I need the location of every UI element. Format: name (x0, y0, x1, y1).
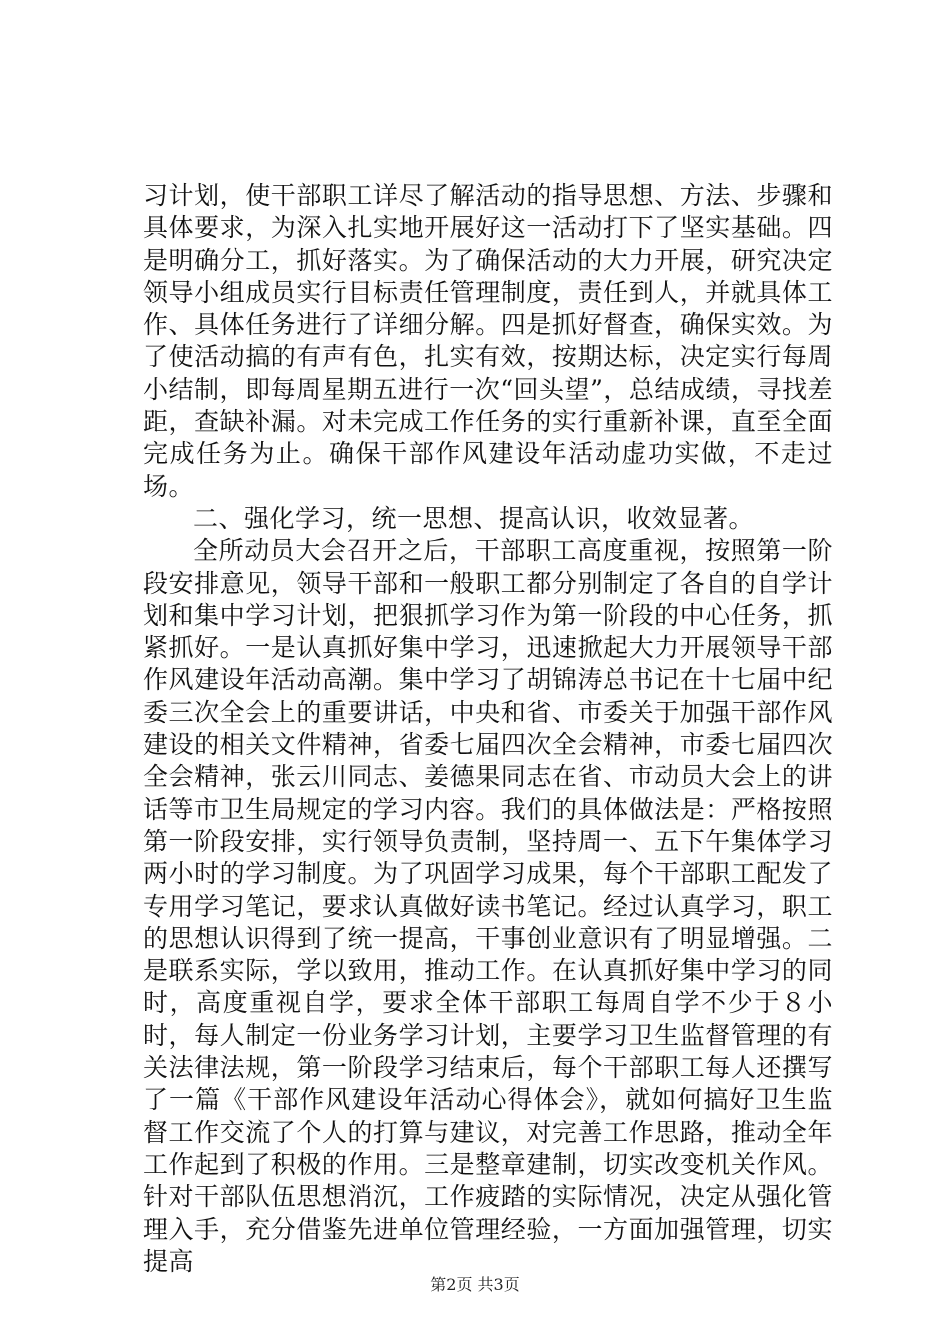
document-body (143, 180, 833, 1278)
paragraph-body: 全所动员大会召开之后，干部职工高度重视，按照第一阶段安排意见，领导干部和一般职工都分别制定了各自的自学计划和集中学习计划，把狠抓学习作为第一阶段的中心任务，抓紧抓好。一是认真抓好集中学习，迅速掀起大力开展领导干部作风建设年活动高潮。集中学习了胡锦涛总书记在十七届中纪委三次全会上的重要讲话，中央和省、市委关于加强干部作风建设的相关文件精神，省委七届四次全会精神，市委七届四次全会精神，张云川同志、姜德果同志在省、市动员大会上的讲话等市卫生局规定的学习内容。我们的具体做法是：严格按照第一阶段安排，实行领导负责制，坚持周一、五下午集体学习两小时的学习制度。为了巩固学习成果，每个干部职工配发了专用学习笔记，要求认真做好读书笔记。经过认真学习，职工的思想认识得到了统一提高，干事创业意识有了明显增强。二是联系实际，学以致用，推动工作。在认真抓好集中学习的同时，高度重视自学，要求全体干部职工每周自学不少于８小时，每人制定一份业务学习计划，主要学习卫生监督管理的有关法律法规，第一阶段学习结束后，每个干部职工每人还撰写了一篇《干部作风建设年活动心得体会》，就如何搞好卫生监督工作交流了个人的打算与建议，对完善工作思路，推动全年工作起到了积极的作用。三是整章建制，切实改变机关作风。针对干部队伍思想消沉，工作疲踏的实际情况，决定从强化管理入手，充分借鉴先进单位管理经验，一方面加强管理，切实提高 (143, 536, 833, 1276)
page-footer: 第2页 共3页 (430, 1275, 520, 1294)
section-heading: 二、强化学习，统一思想、提高认识，收效显著。 (193, 503, 755, 533)
paragraph-continuation: 习计划，使干部职工详尽了解活动的指导思想、方法、步骤和具体要求，为深入扎实地开展好这一活动打下了坚实基础。四是明确分工，抓好落实。为了确保活动的大力开展，研究决定领导小组成员实行目标责任管理制度，责任到人，并就具体工作、具体任务进行了详细分解。四是抓好督查，确保实效。为了使活动搞的有声有色，扎实有效，按期达标，决定实行每周小结制，即每周星期五进行一次“回头望”，总结成绩，寻找差距，查缺补漏。对未完成工作任务的实行重新补课，直至全面完成任务为止。确保干部作风建设年活动虚功实做，不走过场。 (143, 181, 833, 501)
